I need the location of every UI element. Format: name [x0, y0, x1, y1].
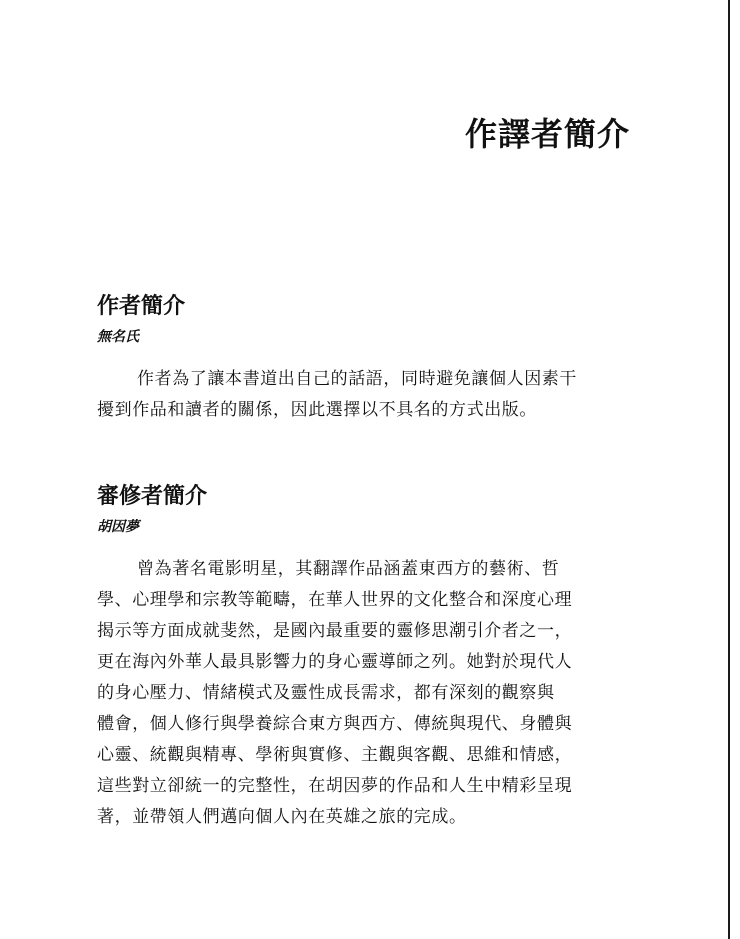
page-edge-line	[728, 0, 730, 939]
author-bio-line: 作者為了讓本書道出自己的話語，同時避免讓個人因素干	[137, 369, 577, 389]
reviser-name: 胡因夢	[97, 519, 139, 535]
author-heading: 作者簡介	[97, 294, 186, 319]
reviser-heading: 審修者簡介	[97, 484, 208, 509]
page-title: 作譯者簡介	[464, 115, 630, 154]
reviser-bio-line: 著，並帶領人們邁向個人內在英雄之旅的完成。	[97, 807, 467, 827]
author-section	[97, 292, 642, 426]
author-bio	[97, 364, 642, 426]
reviser-bio-line: 揭示等方面成就斐然，是國內最重要的靈修思潮引介者之一，	[97, 621, 573, 641]
reviser-bio-line: 的身心壓力、情緒模式及靈性成長需求，都有深刻的觀察與	[97, 683, 555, 703]
reviser-bio-line: 更在海內外華人最具影響力的身心靈導師之列。她對於現代人	[97, 652, 573, 672]
author-name: 無名氏	[97, 329, 139, 345]
reviser-bio-line: 這些對立卻統一的完整性，在胡因夢的作品和人生中精彩呈現	[97, 776, 573, 796]
reviser-bio-line: 曾為著名電影明星，其翻譯作品涵蓋東西方的藝術、哲	[137, 559, 560, 579]
reviser-bio-line: 體會，個人修行與學養綜合東方與西方、傳統與現代、身體與	[97, 714, 573, 734]
author-bio-line: 擾到作品和讀者的關係，因此選擇以不具名的方式出版。	[97, 400, 537, 420]
reviser-section	[97, 482, 642, 833]
reviser-bio-line: 心靈、統觀與精專、學術與實修、主觀與客觀、思維和情感，	[97, 745, 573, 765]
reviser-bio	[97, 554, 642, 833]
reviser-bio-line: 學、心理學和宗教等範疇，在華人世界的文化整合和深度心理	[97, 590, 573, 610]
